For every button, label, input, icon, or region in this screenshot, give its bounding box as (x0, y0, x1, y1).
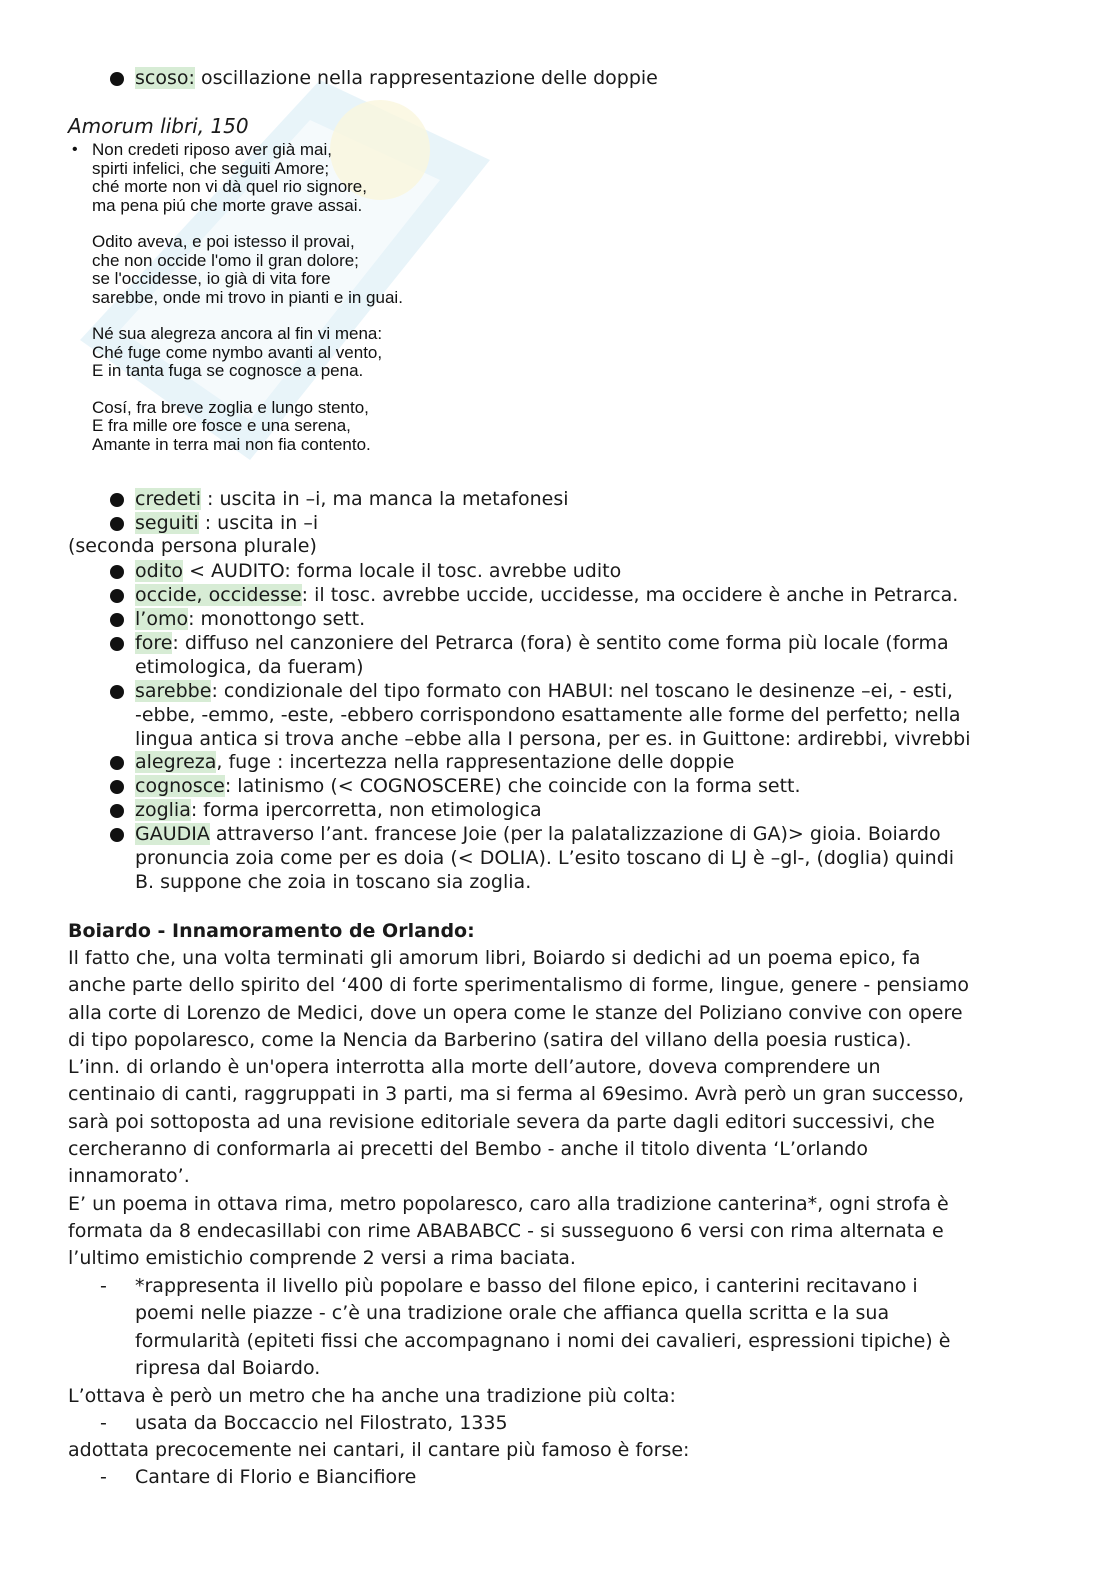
bullet-dot (110, 613, 124, 627)
bullet-dot (110, 804, 124, 818)
highlighted-term: occide, occidesse (135, 584, 302, 606)
poem-line: E in tanta fuga se cognosce a pena. (92, 361, 364, 380)
note-text: attraverso l’ant. francese Joie (per la palatalizzazione di GA)> gioia. Boiardo (209, 823, 941, 845)
paragraph-ottava: L’ottava è però un metro che ha anche una tradizione più colta: (68, 1385, 676, 1407)
highlighted-term: odito (135, 560, 184, 582)
poem-line: Non credeti riposo aver già mai, (92, 140, 333, 159)
highlighted-term: fore (135, 632, 173, 654)
note-text: B. suppone che zoia in toscano sia zoglia. (135, 871, 532, 893)
poem-line: E fra mille ore fosce e una serena, (92, 416, 351, 435)
dash-mark: - (100, 1412, 107, 1434)
paragraph-line: anche parte dello spirito del ‘400 di forte sperimentalismo di forme, lingue, genere - pensiamo (68, 974, 969, 997)
highlighted-term: GAUDIA (135, 823, 210, 845)
note-text: -ebbe, -emmo, -este, -ebbero corrispondono esattamente alle forme del perfetto; nella (135, 704, 961, 726)
poem-line: se l'occidesse, io già di vita fore (92, 269, 331, 288)
aside-text: (seconda persona plurale) (68, 535, 317, 557)
paragraph-line: Il fatto che, una volta terminati gli amorum libri, Boiardo si dedichi ad un poema epico, fa (68, 947, 921, 969)
dash-line: formularità (epiteti fissi che accompagnano i nomi dei cavalieri, espressioni tipiche) è (135, 1329, 951, 1352)
note-text: : latinismo (< COGNOSCERE) che coincide con la forma sett. (224, 775, 801, 797)
note-text: pronuncia zoia come per es doia (< DOLIA). L’esito toscano di LJ è –gl-, (doglia) quindi (135, 847, 955, 869)
dash-mark: - (100, 1466, 107, 1488)
stanza-3 (92, 325, 492, 381)
dash-line: poemi nelle piazze - c’è una tradizione orale che affianca quella scritta e la sua (135, 1302, 890, 1325)
paragraph-line: formata da 8 endecasillabi con rime ABABABCC - si susseguono 6 versi con rima alternata e (68, 1219, 944, 1242)
bullet-dot (110, 685, 124, 699)
highlighted-term: l’omo (135, 608, 189, 630)
paragraph-line: centinaio di canti, raggruppati in 3 parti, ma si ferma al 69esimo. Avrà però un gran successo, (68, 1083, 965, 1106)
paragraph-cantari: adottata precocemente nei cantari, il cantare più famoso è forse: (68, 1439, 690, 1461)
note-text: < AUDITO: forma locale il tosc. avrebbe udito (183, 560, 622, 582)
note-text: : condizionale del tipo formato con HABUI: nel toscano le desinenze –ei, - esti, (211, 680, 953, 702)
paragraph-line: di tipo popolaresco, come la Nencia da Barberino (satira del villano della poesia rustica). (68, 1028, 912, 1051)
bullet-dot (110, 780, 124, 794)
stanza-1 (92, 141, 492, 215)
bullet-dot (110, 565, 124, 579)
poem-line: Ché fuge come nymbo avanti al vento, (92, 342, 383, 362)
dash-line: ripresa dal Boiardo. (135, 1356, 321, 1379)
highlighted-term: zoglia (135, 799, 191, 821)
stanza-4 (92, 399, 492, 455)
highlighted-term: cognosce (135, 775, 225, 797)
note-text: , fuge : incertezza nella rappresentazione delle doppie (216, 751, 735, 773)
poem-line: Cosí, fra breve zoglia e lungo stento, (92, 397, 369, 417)
poem-line: Odito aveva, e poi istesso il provai, (92, 232, 355, 251)
section-heading: Boiardo - Innamoramento de Orlando: (68, 920, 475, 942)
bullet-dot (110, 72, 124, 86)
bullet-dot (110, 637, 124, 651)
highlighted-term: seguiti (135, 512, 199, 534)
highlighted-term: alegreza (135, 751, 217, 773)
bullet-dot (110, 828, 124, 842)
poem-line: ma pena piú che morte grave assai. (92, 195, 363, 215)
poem-line: sarebbe, onde mi trovo in pianti e in guai. (92, 287, 403, 307)
highlighted-term: credeti (135, 488, 202, 510)
bullet-dot (110, 493, 124, 507)
poem-line: che non occide l'omo il gran dolore; (92, 250, 359, 270)
note-text: : monottongo sett. (188, 608, 366, 630)
note-text: : il tosc. avrebbe uccide, uccidesse, ma occidere è anche in Petrarca. (301, 584, 959, 606)
poem-image (72, 141, 492, 472)
poem-title: Amorum libri, 150 (68, 114, 249, 138)
poem-line: ché morte non vi dà quel rio signore, (92, 177, 367, 196)
note-text: : uscita in –i (198, 512, 319, 534)
note-text: : forma ipercorretta, non etimologica (190, 799, 542, 821)
note-text: : diffuso nel canzoniere del Petrarca (fora) è sentito come forma più locale (forma (172, 632, 949, 654)
paragraph-line: cercheranno di conformarla ai precetti del Bembo - anche il titolo diventa ‘L’orlando (68, 1138, 868, 1161)
paragraph-line: innamorato’. (68, 1165, 190, 1188)
bullet-dot (110, 756, 124, 770)
highlighted-term: sarebbe (135, 680, 212, 702)
stanza-2 (92, 233, 492, 307)
paragraph-line: E’ un poema in ottava rima, metro popolaresco, caro alla tradizione canterina*, ogni strofa è (68, 1192, 949, 1215)
poem-line: spirti infelici, che seguiti Amore; (92, 158, 330, 178)
section-paragraph (68, 945, 1058, 1273)
dash-mark: - (100, 1275, 107, 1297)
paragraph-line: L’inn. di orlando è un'opera interrotta alla morte dell’autore, doveva comprendere un (68, 1056, 881, 1079)
paragraph-line: alla corte di Lorenzo de Medici, dove un opera come le stanze del Poliziano convive con opere (68, 1001, 963, 1024)
bullet-dot (110, 589, 124, 603)
paragraph-line: l’ultimo emistichio comprende 2 versi a rima baciata. (68, 1247, 576, 1270)
paragraph-line: sarà poi sottoposta ad una revisione editoriale severa da parte dagli editori successivi, che (68, 1110, 935, 1133)
poem-line: Né sua alegreza ancora al fin vi mena: (92, 324, 383, 343)
dash-line: usata da Boccaccio nel Filostrato, 1335 (135, 1412, 508, 1434)
dash-line: Cantare di Florio e Biancifiore (135, 1466, 417, 1488)
highlighted-term: scoso: (135, 67, 195, 89)
note-text: : uscita in –i, ma manca la metafonesi (201, 488, 569, 510)
bullet-dot (110, 517, 124, 531)
note-text: lingua antica si trova anche –ebbe alla I persona, per es. in Guittone: ardirebbi, vivrebbi (135, 728, 971, 750)
poem-bullet: • (72, 141, 78, 158)
dash-line: *rappresenta il livello più popolare e basso del filone epico, i canterini recitavano i (135, 1275, 918, 1297)
poem-line: Amante in terra mai non fia contento. (92, 434, 371, 454)
bullet-text: oscillazione nella rappresentazione delle doppie (194, 67, 658, 89)
note-text: etimologica, da fueram) (135, 656, 364, 678)
